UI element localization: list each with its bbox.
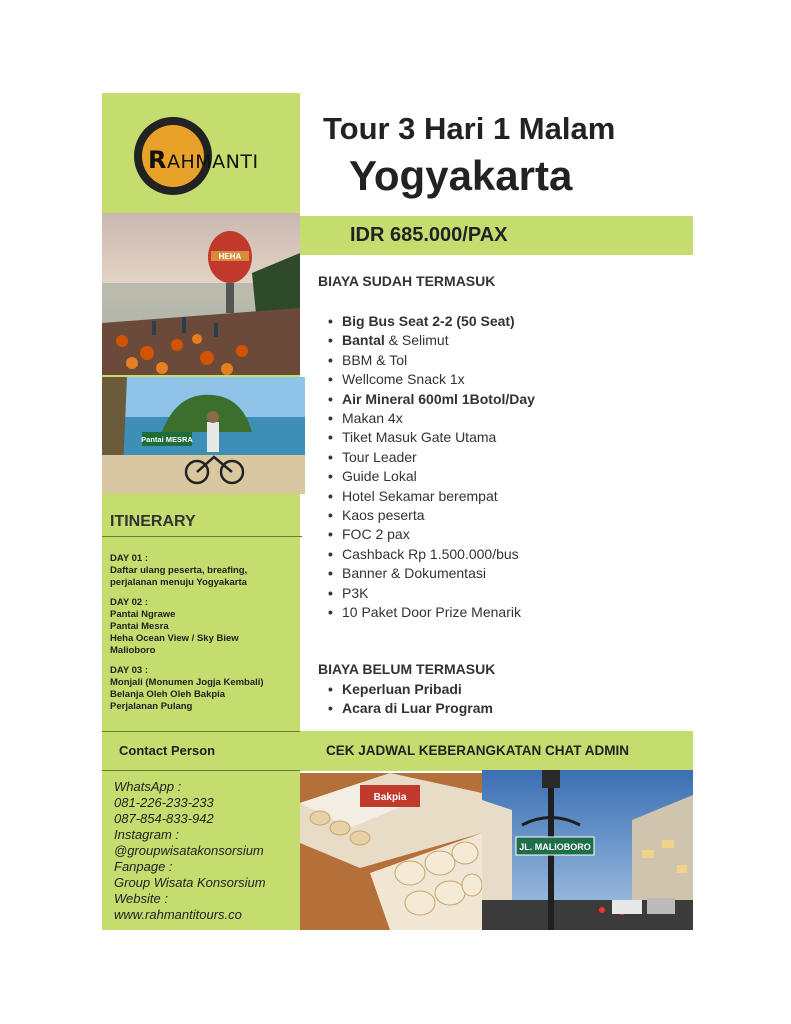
- list-item: • Makan 4x: [328, 409, 688, 428]
- logo-initial: R: [148, 146, 167, 174]
- photo-malioboro: [482, 770, 693, 930]
- list-item: • FOC 2 pax: [328, 525, 688, 544]
- logo-wordmark: AHMANTI: [166, 151, 259, 173]
- fanpage-name[interactable]: Group Wisata Konsorsium: [114, 875, 266, 890]
- list-item: • Wellcome Snack 1x: [328, 370, 688, 389]
- day-line: Belanja Oleh Oleh Bakpia: [110, 689, 226, 700]
- box-label: Bakpia: [373, 792, 407, 803]
- contact-line: Website :: [114, 891, 168, 906]
- list-item: • Tiket Masuk Gate Utama: [328, 428, 688, 447]
- list-item-bold: Bantal: [342, 332, 385, 349]
- list-item: • Hotel Sekamar berempat: [328, 487, 688, 506]
- list-item: • Big Bus Seat 2-2 (50 Seat): [328, 312, 688, 331]
- itinerary-list: [110, 553, 305, 721]
- contact-line: Instagram :: [114, 827, 180, 842]
- day-title: DAY 01 :: [110, 553, 149, 564]
- street-sign: JL. MALIOBORO: [519, 842, 591, 852]
- list-item: • Tour Leader: [328, 448, 688, 467]
- itinerary-day: [110, 665, 305, 713]
- logo: [148, 146, 259, 174]
- contact-header: [102, 731, 300, 771]
- price-bar: [300, 216, 693, 255]
- contact-line: WhatsApp :: [114, 779, 182, 794]
- itinerary-day: [110, 553, 305, 589]
- contact-details: [114, 779, 299, 923]
- day-title: DAY 02 :: [110, 597, 149, 608]
- day-line: Heha Ocean View / Sky Biew: [110, 633, 239, 644]
- instagram-handle[interactable]: @groupwisatakonsorsium: [114, 843, 264, 858]
- day-line: Daftar ulang peserta, breafing,: [110, 565, 248, 576]
- day-line: Malioboro: [110, 645, 156, 656]
- excluded-heading: BIAYA BELUM TERMASUK: [318, 661, 496, 677]
- list-item: • 10 Paket Door Prize Menarik: [328, 603, 688, 622]
- day-line: Perjalanan Pulang: [110, 701, 193, 712]
- list-item: • Banner & Dokumentasi: [328, 564, 688, 583]
- photo-bakpia: [300, 773, 482, 930]
- day-line: Monjali (Monumen Jogja Kembali): [110, 677, 264, 688]
- list-item: • Acara di Luar Program: [328, 699, 493, 718]
- list-item: • Cashback Rp 1.500.000/bus: [328, 545, 688, 564]
- website-link[interactable]: www.rahmantitours.co: [114, 907, 242, 922]
- whatsapp-number[interactable]: 081-226-233-233: [114, 795, 214, 810]
- page-title: Tour 3 Hari 1 Malam: [323, 111, 616, 146]
- included-list: [328, 312, 688, 623]
- contact-line: Fanpage :: [114, 859, 173, 874]
- list-item-rest: & Selimut: [384, 332, 449, 349]
- day-title: DAY 03 :: [110, 665, 149, 676]
- page-subtitle: Yogyakarta: [349, 152, 573, 199]
- list-item: • Kaos peserta: [328, 506, 688, 525]
- day-line: Pantai Ngrawe: [110, 609, 176, 620]
- day-line: Pantai Mesra: [110, 621, 169, 632]
- day-line: perjalanan menuju Yogyakarta: [110, 577, 247, 588]
- whatsapp-number[interactable]: 087-854-833-942: [114, 811, 214, 826]
- itinerary-day: [110, 597, 305, 657]
- price: IDR 685.000/PAX: [350, 224, 508, 246]
- balloon-sign: HEHA: [218, 252, 242, 261]
- list-item: • Keperluan Pribadi: [328, 680, 493, 699]
- itinerary-header: [102, 507, 302, 537]
- cta-text[interactable]: CEK JADWAL KEBERANGKATAN CHAT ADMIN: [326, 743, 629, 758]
- contact-heading: Contact Person: [119, 743, 216, 758]
- photo-hot-air-balloon: [102, 213, 300, 375]
- beach-sign: Pantai MESRA: [141, 435, 193, 444]
- list-item: • P3K: [328, 584, 688, 603]
- list-item: • Air Mineral 600ml 1Botol/Day: [328, 390, 688, 409]
- list-item: • BBM & Tol: [328, 351, 688, 370]
- photo-pantai-mesra: [102, 377, 305, 494]
- excluded-list: [328, 680, 493, 719]
- included-heading: BIAYA SUDAH TERMASUK: [318, 273, 496, 289]
- cta-banner[interactable]: [300, 731, 693, 771]
- itinerary-heading: ITINERARY: [110, 513, 196, 530]
- list-item: [328, 331, 688, 350]
- list-item: • Guide Lokal: [328, 467, 688, 486]
